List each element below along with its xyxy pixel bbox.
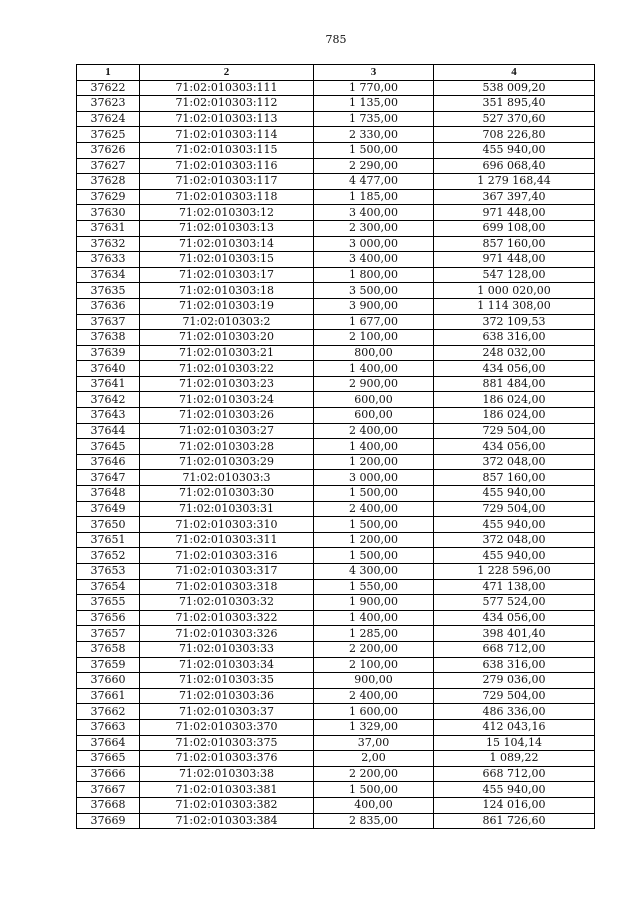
area-cell: 37,00 [314,735,434,751]
area-cell: 1 500,00 [314,782,434,798]
value-cell: 455 940,00 [434,548,595,564]
table-row [77,797,595,813]
cadastral-number-cell: 71:02:010303:24 [140,392,314,408]
area-cell: 900,00 [314,673,434,689]
cadastral-number-cell: 71:02:010303:31 [140,501,314,517]
cadastral-number-cell: 71:02:010303:317 [140,564,314,580]
cadastral-number-cell: 71:02:010303:12 [140,205,314,221]
row-number-cell: 37665 [77,751,140,767]
value-cell: 455 940,00 [434,517,595,533]
table-row [77,532,595,548]
row-number-cell: 37664 [77,735,140,751]
value-cell: 729 504,00 [434,688,595,704]
cadastral-number-cell: 71:02:010303:17 [140,267,314,283]
table-row [77,330,595,346]
table-row [77,174,595,190]
row-number-cell: 37662 [77,704,140,720]
row-number-cell: 37632 [77,236,140,252]
value-cell: 668 712,00 [434,641,595,657]
area-cell: 3 400,00 [314,205,434,221]
table-row [77,688,595,704]
value-cell: 857 160,00 [434,470,595,486]
row-number-cell: 37660 [77,673,140,689]
table-row [77,548,595,564]
area-cell: 2 330,00 [314,127,434,143]
cadastral-number-cell: 71:02:010303:115 [140,142,314,158]
cadastral-number-cell: 71:02:010303:22 [140,361,314,377]
row-number-cell: 37659 [77,657,140,673]
cadastral-number-cell: 71:02:010303:20 [140,330,314,346]
table-row [77,96,595,112]
value-cell: 398 401,40 [434,626,595,642]
area-cell: 2 100,00 [314,330,434,346]
area-cell: 1 400,00 [314,610,434,626]
row-number-cell: 37669 [77,813,140,829]
area-cell: 600,00 [314,408,434,424]
area-cell: 1 285,00 [314,626,434,642]
value-cell: 434 056,00 [434,361,595,377]
area-cell: 3 000,00 [314,236,434,252]
table-row [77,470,595,486]
table-row [77,454,595,470]
value-cell: 668 712,00 [434,766,595,782]
cadastral-number-cell: 71:02:010303:32 [140,595,314,611]
area-cell: 1 800,00 [314,267,434,283]
area-cell: 1 600,00 [314,704,434,720]
row-number-cell: 37652 [77,548,140,564]
value-cell: 708 226,80 [434,127,595,143]
row-number-cell: 37625 [77,127,140,143]
table-row [77,517,595,533]
row-number-cell: 37623 [77,96,140,112]
value-cell: 434 056,00 [434,439,595,455]
cadastral-number-cell: 71:02:010303:27 [140,423,314,439]
row-number-cell: 37635 [77,283,140,299]
area-cell: 4 300,00 [314,564,434,580]
value-cell: 186 024,00 [434,392,595,408]
table-row [77,813,595,829]
column-header: 3 [314,65,434,81]
value-cell: 351 895,40 [434,96,595,112]
area-cell: 1 550,00 [314,579,434,595]
table-row [77,657,595,673]
area-cell: 1 400,00 [314,361,434,377]
row-number-cell: 37641 [77,376,140,392]
row-number-cell: 37645 [77,439,140,455]
row-number-cell: 37656 [77,610,140,626]
value-cell: 434 056,00 [434,610,595,626]
value-cell: 538 009,20 [434,80,595,96]
page-number: 785 [325,33,347,46]
area-cell: 1 500,00 [314,548,434,564]
area-cell: 1 500,00 [314,142,434,158]
table-row [77,579,595,595]
row-number-cell: 37648 [77,486,140,502]
cadastral-number-cell: 71:02:010303:370 [140,719,314,735]
value-cell: 372 048,00 [434,532,595,548]
area-cell: 800,00 [314,345,434,361]
cadastral-number-cell: 71:02:010303:375 [140,735,314,751]
value-cell: 124 016,00 [434,797,595,813]
area-cell: 3 900,00 [314,298,434,314]
table-row [77,408,595,424]
cadastral-number-cell: 71:02:010303:381 [140,782,314,798]
column-header: 2 [140,65,314,81]
value-cell: 547 128,00 [434,267,595,283]
cadastral-number-cell: 71:02:010303:316 [140,548,314,564]
table-row [77,80,595,96]
value-cell: 471 138,00 [434,579,595,595]
value-cell: 372 109,53 [434,314,595,330]
row-number-cell: 37654 [77,579,140,595]
area-cell: 1 900,00 [314,595,434,611]
area-cell: 3 500,00 [314,283,434,299]
value-cell: 729 504,00 [434,501,595,517]
value-cell: 1 228 596,00 [434,564,595,580]
row-number-cell: 37624 [77,111,140,127]
cadastral-number-cell: 71:02:010303:382 [140,797,314,813]
value-cell: 486 336,00 [434,704,595,720]
row-number-cell: 37646 [77,454,140,470]
row-number-cell: 37661 [77,688,140,704]
cadastral-number-cell: 71:02:010303:113 [140,111,314,127]
area-cell: 2 400,00 [314,423,434,439]
table-row [77,142,595,158]
row-number-cell: 37650 [77,517,140,533]
cadastral-number-cell: 71:02:010303:28 [140,439,314,455]
area-cell: 3 400,00 [314,252,434,268]
table-row [77,267,595,283]
table-row [77,111,595,127]
cadastral-number-cell: 71:02:010303:116 [140,158,314,174]
row-number-cell: 37667 [77,782,140,798]
row-number-cell: 37640 [77,361,140,377]
table-row [77,220,595,236]
row-number-cell: 37663 [77,719,140,735]
row-number-cell: 37629 [77,189,140,205]
row-number-cell: 37657 [77,626,140,642]
area-cell: 1 735,00 [314,111,434,127]
area-cell: 1 200,00 [314,532,434,548]
row-number-cell: 37658 [77,641,140,657]
table-row [77,751,595,767]
cadastral-number-cell: 71:02:010303:35 [140,673,314,689]
table-row [77,735,595,751]
cadastral-number-cell: 71:02:010303:37 [140,704,314,720]
table-row [77,501,595,517]
row-number-cell: 37636 [77,298,140,314]
value-cell: 15 104,14 [434,735,595,751]
table-row [77,158,595,174]
row-number-cell: 37626 [77,142,140,158]
row-number-cell: 37642 [77,392,140,408]
table-row [77,361,595,377]
value-cell: 1 000 020,00 [434,283,595,299]
area-cell: 4 477,00 [314,174,434,190]
cadastral-number-cell: 71:02:010303:23 [140,376,314,392]
row-number-cell: 37622 [77,80,140,96]
row-number-cell: 37633 [77,252,140,268]
cadastral-number-cell: 71:02:010303:311 [140,532,314,548]
area-cell: 1 677,00 [314,314,434,330]
cadastral-number-cell: 71:02:010303:114 [140,127,314,143]
row-number-cell: 37653 [77,564,140,580]
table-row [77,766,595,782]
table-row [77,595,595,611]
value-cell: 971 448,00 [434,205,595,221]
table-row [77,626,595,642]
cadastral-number-cell: 71:02:010303:376 [140,751,314,767]
value-cell: 971 448,00 [434,252,595,268]
row-number-cell: 37628 [77,174,140,190]
area-cell: 2 400,00 [314,688,434,704]
area-cell: 2 200,00 [314,766,434,782]
cadastral-number-cell: 71:02:010303:2 [140,314,314,330]
table-row [77,345,595,361]
area-cell: 2 200,00 [314,641,434,657]
cadastral-number-cell: 71:02:010303:15 [140,252,314,268]
table-row [77,205,595,221]
cadastral-number-cell: 71:02:010303:34 [140,657,314,673]
cadastral-number-cell: 71:02:010303:111 [140,80,314,96]
row-number-cell: 37643 [77,408,140,424]
area-cell: 2 100,00 [314,657,434,673]
cadastral-number-cell: 71:02:010303:3 [140,470,314,486]
table-row [77,610,595,626]
table-row [77,314,595,330]
cadastral-number-cell: 71:02:010303:21 [140,345,314,361]
cadastral-number-cell: 71:02:010303:33 [140,641,314,657]
table-row [77,252,595,268]
value-cell: 1 089,22 [434,751,595,767]
value-cell: 372 048,00 [434,454,595,470]
area-cell: 1 400,00 [314,439,434,455]
value-cell: 455 940,00 [434,486,595,502]
table-row [77,564,595,580]
area-cell: 2 400,00 [314,501,434,517]
area-cell: 2 900,00 [314,376,434,392]
column-header: 1 [77,65,140,81]
value-cell: 699 108,00 [434,220,595,236]
area-cell: 1 500,00 [314,486,434,502]
column-header: 4 [434,65,595,81]
row-number-cell: 37649 [77,501,140,517]
row-number-cell: 37637 [77,314,140,330]
row-number-cell: 37627 [77,158,140,174]
cadastral-number-cell: 71:02:010303:318 [140,579,314,595]
value-cell: 1 279 168,44 [434,174,595,190]
value-cell: 455 940,00 [434,782,595,798]
cadastral-number-cell: 71:02:010303:322 [140,610,314,626]
row-number-cell: 37634 [77,267,140,283]
table-row [77,376,595,392]
cadastral-number-cell: 71:02:010303:19 [140,298,314,314]
cadastral-number-cell: 71:02:010303:14 [140,236,314,252]
cadastral-number-cell: 71:02:010303:326 [140,626,314,642]
table-body [77,80,595,829]
table-row [77,189,595,205]
table-row [77,641,595,657]
value-cell: 638 316,00 [434,657,595,673]
cadastral-number-cell: 71:02:010303:18 [140,283,314,299]
value-cell: 861 726,60 [434,813,595,829]
value-cell: 279 036,00 [434,673,595,689]
row-number-cell: 37639 [77,345,140,361]
row-number-cell: 37655 [77,595,140,611]
area-cell: 2 290,00 [314,158,434,174]
table-row [77,127,595,143]
value-cell: 638 316,00 [434,330,595,346]
area-cell: 1 200,00 [314,454,434,470]
table-row [77,782,595,798]
table-row [77,392,595,408]
row-number-cell: 37630 [77,205,140,221]
area-cell: 600,00 [314,392,434,408]
row-number-cell: 37631 [77,220,140,236]
value-cell: 367 397,40 [434,189,595,205]
value-cell: 248 032,00 [434,345,595,361]
cadastral-number-cell: 71:02:010303:118 [140,189,314,205]
area-cell: 1 135,00 [314,96,434,112]
value-cell: 577 524,00 [434,595,595,611]
cadastral-number-cell: 71:02:010303:384 [140,813,314,829]
cadastral-number-cell: 71:02:010303:26 [140,408,314,424]
table-row [77,423,595,439]
area-cell: 1 770,00 [314,80,434,96]
cadastral-number-cell: 71:02:010303:310 [140,517,314,533]
table-row [77,298,595,314]
area-cell: 1 500,00 [314,517,434,533]
area-cell: 2,00 [314,751,434,767]
cadastral-number-cell: 71:02:010303:112 [140,96,314,112]
table-row [77,486,595,502]
cadastral-number-cell: 71:02:010303:30 [140,486,314,502]
value-cell: 455 940,00 [434,142,595,158]
value-cell: 696 068,40 [434,158,595,174]
area-cell: 3 000,00 [314,470,434,486]
row-number-cell: 37666 [77,766,140,782]
value-cell: 881 484,00 [434,376,595,392]
row-number-cell: 37644 [77,423,140,439]
value-cell: 186 024,00 [434,408,595,424]
value-cell: 527 370,60 [434,111,595,127]
row-number-cell: 37647 [77,470,140,486]
cadastral-number-cell: 71:02:010303:38 [140,766,314,782]
table-header-row [77,65,595,81]
cadastral-number-cell: 71:02:010303:36 [140,688,314,704]
row-number-cell: 37638 [77,330,140,346]
row-number-cell: 37651 [77,532,140,548]
table-row [77,673,595,689]
value-cell: 729 504,00 [434,423,595,439]
area-cell: 2 300,00 [314,220,434,236]
table-row [77,704,595,720]
value-cell: 1 114 308,00 [434,298,595,314]
area-cell: 400,00 [314,797,434,813]
cadastral-number-cell: 71:02:010303:117 [140,174,314,190]
table-row [77,236,595,252]
area-cell: 2 835,00 [314,813,434,829]
value-cell: 412 043,16 [434,719,595,735]
data-table [76,64,595,829]
value-cell: 857 160,00 [434,236,595,252]
area-cell: 1 329,00 [314,719,434,735]
cadastral-number-cell: 71:02:010303:29 [140,454,314,470]
area-cell: 1 185,00 [314,189,434,205]
table-row [77,283,595,299]
cadastral-number-cell: 71:02:010303:13 [140,220,314,236]
table-row [77,439,595,455]
table-row [77,719,595,735]
row-number-cell: 37668 [77,797,140,813]
